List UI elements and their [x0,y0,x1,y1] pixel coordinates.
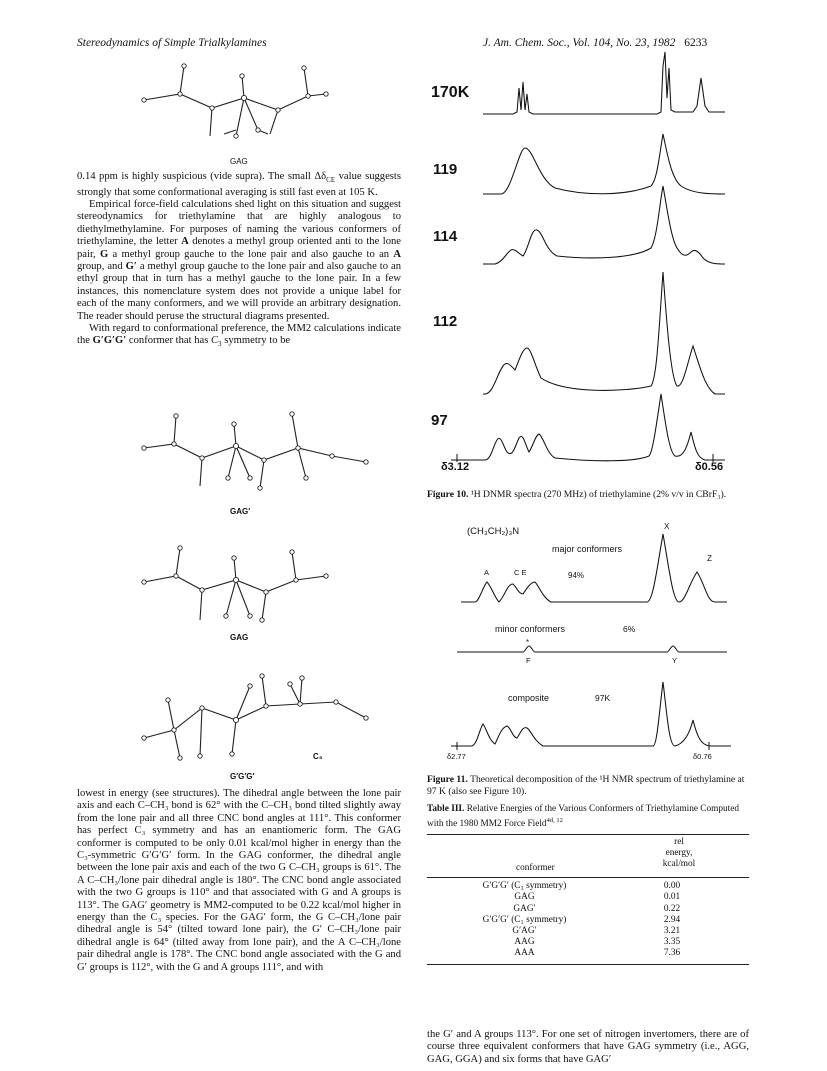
temp-label-170k: 170K [431,84,470,101]
trace-97 [451,394,725,461]
trace-119 [483,134,725,194]
table-row [427,892,749,903]
p3-c3: C [211,335,219,347]
fig11-ppm-left: δ2.77 [447,752,466,761]
structure-gag-top [140,58,340,148]
row-value: 3.21 [663,925,681,936]
left-column-text-top [77,171,401,351]
table-3-title-ref: 4d, 12 [546,817,563,824]
temp-label-119: 119 [433,161,458,178]
table-3-col-energy [649,837,709,870]
page-number: 6233 [684,37,708,49]
structure-label-c3: C₃ [313,752,323,761]
running-title: Stereodynamics of Simple Trialkylamines [77,37,267,49]
p2-A2: A [393,248,401,260]
col2-line2: energy, [665,848,693,859]
p3-c: symmetry to be [221,335,291,347]
structure-gag-mid [140,540,350,630]
p3-ggg: G′G′G′ [92,335,127,347]
p2-e: a methyl group gauche to the lone pair and also gauche to an ethyl group that in turn has a methyl gauche to the lone pair. In a few instances, this nomenclature system does not provide a unique label for each of the many conformers, and we will provide an arbitrary designation. The reader should peruse the structural diagrams presented. [77,260,401,322]
trace-minor [457,646,727,652]
figure-11-caption [427,774,749,797]
row-name: G′G′G′ (C₃ symmetry) [482,881,567,892]
p2-A: A [181,236,189,248]
fig11-minor-label: minor conformers [495,624,566,634]
fig11-caption-text: Theoretical decomposition of the ¹H NMR spectrum of triethylamine at 97 K (also see Figure 10). [427,774,745,797]
temp-label-112: 112 [433,313,458,330]
fig11-temp: 97K [595,693,611,703]
row-value: 0.00 [663,881,681,892]
ppm-left-label: δ3.12 [441,461,470,473]
p2-c: a methyl group gauche to the lone pair and also gauche to an [108,248,394,260]
temp-label-114: 114 [433,228,458,245]
fig11-major-label: major conformers [552,544,623,554]
p2-Gp: G′ [125,260,137,272]
fig11-formula: (CH₃CH₂)₃N [467,526,520,537]
fig11-ppm-right: δ0.76 [693,752,712,761]
structure-gpgpgp [140,668,370,768]
fig10-caption-text: ¹H DNMR spectra (270 MHz) of triethylamine (2% v/v in CBrF₃). [470,489,727,500]
fig11-caption-label: Figure 11. [427,774,468,785]
p2-a: Empirical force-field calculations shed light on this situation and suggest stereodynamics for triethylamine that are highly analogous to diethylmethylamine. For purposes of naming the various conformers of triethylamine, the letter [77,198,401,248]
table-3-title [427,804,749,830]
row-value: 2.94 [663,914,681,925]
table-row [427,937,749,948]
p2-d: group, and [77,260,126,272]
fig11-label-ce: C E [514,568,527,577]
row-value: 0.01 [663,892,681,903]
fig11-composite-label: composite [508,693,550,703]
table-row [427,948,749,959]
p2-b: denotes a methyl group oriented anti to the lone pair, [77,236,401,260]
ppm-right-label: δ0.56 [695,461,724,473]
temp-label-97: 97 [431,412,448,429]
row-name: GAG [514,892,535,903]
row-value: 7.36 [663,948,681,959]
row-name: GAG′ [513,903,536,914]
journal-name: J. Am. Chem. Soc., [483,37,570,49]
trace-major [461,534,727,602]
structure-label-gpgpgp: G′G′G′ [230,772,255,781]
trace-composite [451,682,731,746]
table-row [427,881,749,892]
left-column-text-bottom [77,788,401,974]
row-name: G′AG′ [512,925,537,936]
paragraph-3 [77,323,401,351]
p3-a: With regard to conformational preference, the MM2 calculations indicate the [77,322,401,347]
fig10-caption-label: Figure 10. [427,489,469,500]
row-name: AAA [514,948,535,959]
trace-112 [483,272,725,394]
col2-line1: rel [674,837,684,848]
structure-gagp [140,408,370,498]
table-3-body [427,877,749,959]
nmr-spectra-fig11 [427,518,749,774]
fig11-pct6: 6% [623,624,636,634]
fig11-label-x: X [664,522,670,531]
table-3-header [427,834,749,877]
table-3 [427,804,749,965]
figure-10 [425,48,741,474]
row-value: 3.35 [663,937,681,948]
figure-10-caption [427,489,749,501]
figure-11 [427,518,749,774]
fig11-pct94: 94% [568,571,585,580]
row-value: 0.22 [663,903,681,914]
table-3-title-text: Relative Energies of the Various Conformers of Triethylamine Computed with the 1980 MM2 Force Field [427,804,740,830]
p3-b: conformer that has [126,335,211,347]
nmr-spectra-fig10 [425,48,741,474]
p1-text-b: value suggests strongly that some conformational averaging is still fast even at 105 K. [77,171,401,198]
structure-label-gagp: GAG′ [230,507,251,516]
p1-sub: CE [326,176,336,185]
structure-label-gag-mid: GAG [230,633,249,642]
p2-G: G [99,248,109,260]
structure-label-gag-top: GAG [230,157,248,166]
right-paragraph: the G′ and A groups 113°. For one set of nitrogen invertomers, there are of course three equivalent conformers that have GAG symmetry (i.e., AGG, GAG, GGA) and six forms that have GAG′ [427,1029,749,1065]
table-3-col-conformer: conformer [516,863,555,874]
fig11-label-a: A [484,568,490,577]
fig11-star: * [526,638,530,647]
fig11-label-y: Y [672,656,678,665]
paragraph-4: lowest in energy (see structures). The dihedral angle between the lone pair axis and each C–CH₃ bond is 62° with the C–CH₃ bond tilted slightly away from the lone pair and all three CNC bond angles at 111°. This conformer has perfect C₃ symmetry and has an enantiomeric form. The GAG conformer is computed to be only 0.01 kcal/mol higher in energy than the C₃-symmetric G′G′G′ form. In the GAG conformer, the dihedral angle between the lone pair axis and each of the two G C–CH₃ groups is 61°. The A C–CH₃/lone pair dihedral angle is 180°. The CNC bond angle associated with the two G groups is 110° and that associated with G and A groups is 113°. The GAG′ geometry is MM2-computed to be 0.22 kcal/mol higher in energy than the C₃ species. For the GAG′ form, the G C–CH₃/lone pair dihedral angle is 54° (tilted toward lone pair), the G′ C–CH₃/lone pair dihedral angle is 64° (tilted away from lone pair), and the A C–CH₃/lone pair dihedral angle is 178°. The CNC bond angle associated with the G and G′ groups is 112°, with the G and A groups 111°, and with [77,788,401,973]
table-row [427,915,749,926]
paragraph-1 [77,171,401,199]
table-3-bottom-rule [427,964,749,965]
right-column-text-bottom [427,1029,749,1066]
trace-114 [483,186,725,264]
p3-c3-sub: 3 [218,340,222,349]
paragraph-2 [77,199,401,323]
trace-170k [483,52,725,114]
table-3-label: Table III. [427,804,465,814]
row-name: AAG [514,937,535,948]
table-row [427,904,749,915]
fig11-label-z: Z [707,554,712,563]
table-row [427,926,749,937]
row-name: G′G′G′ (C₁ symmetry) [482,914,567,925]
fig11-label-f: F [526,656,531,665]
journal-volume: Vol. 104, No. 23, 1982 [572,37,676,49]
p1-text: 0.14 ppm is highly suspicious (vide supra). The small Δδ [77,171,327,182]
col2-line3: kcal/mol [662,859,696,870]
